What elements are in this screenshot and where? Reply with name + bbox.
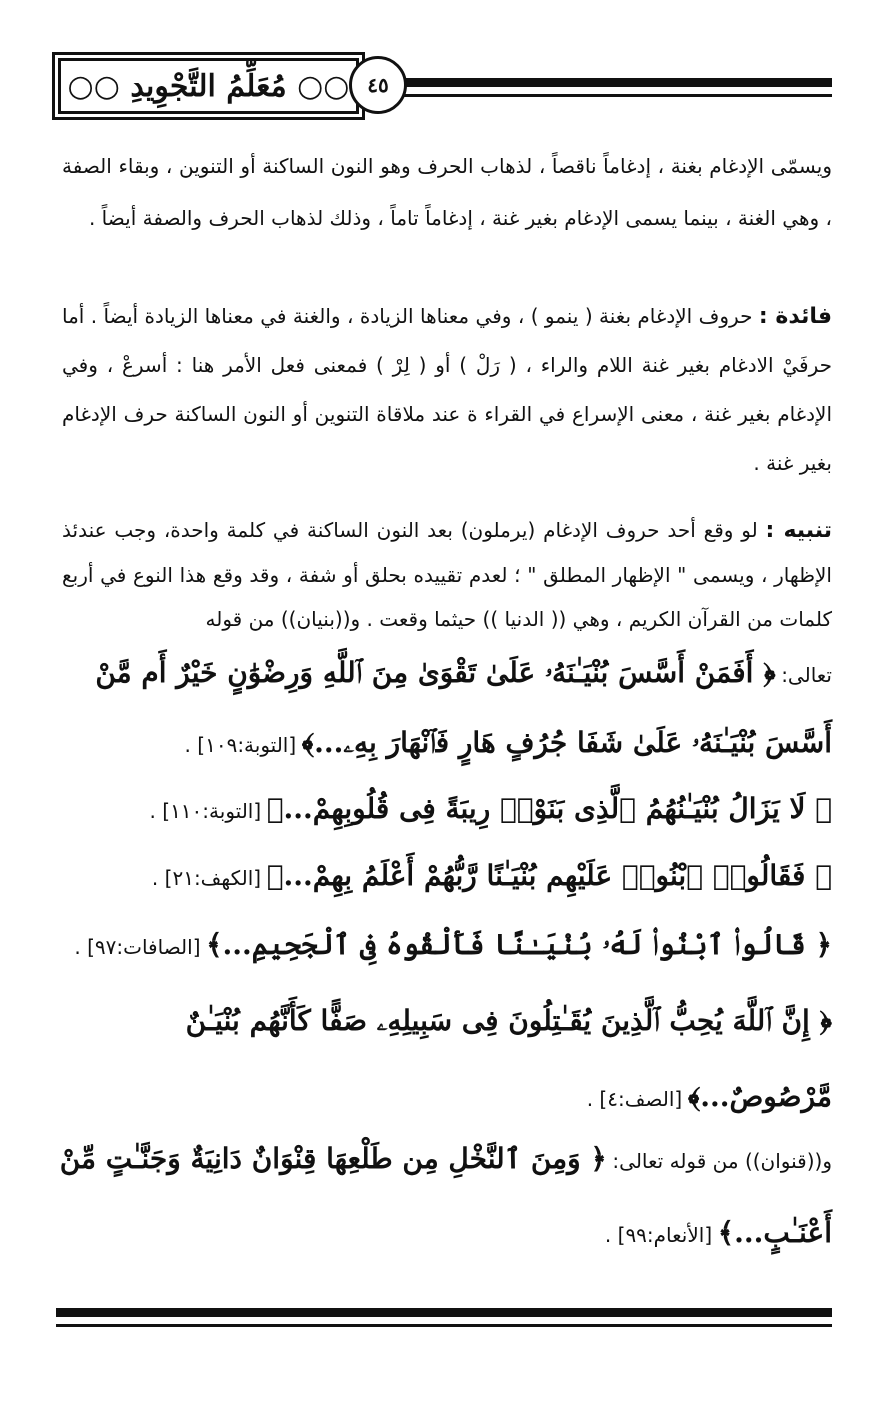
header-rule-thin <box>402 94 832 97</box>
book-title: ○○ مُعَلِّمُ التَّجْوِيدِ ○○ <box>67 68 350 104</box>
verse-text: ﴿ قَالُوا۟ ٱبْنُوا۟ لَهُۥ بُنْيَـٰنًا فَأَلْقُوهُ فِى ٱلْجَحِيمِ...﴾ <box>206 928 832 961</box>
faida-text: حروف الإدغام بغنة ( ينمو ) ، وفي معناها الزيادة ، والغنة في معناها الزيادة أيضاً . أما حرفَيْ الادغام بغير غنة اللام والراء ، ( رَلْ ) أو ( لِرْ ) فمعنى فعل الأمر هنا : أسرعْ ، وفي الإدغام بغير غنة ، معنى الإسراع في القراء ة عند ملاقاة التنوين أو النون الساكنة حرف الإدغام بغير غنة . <box>62 304 832 475</box>
page-number-circle <box>349 56 407 114</box>
faida-label: فائدة : <box>758 304 832 329</box>
verse-reference: [التوبة:١١٠] . <box>149 799 262 823</box>
quote-anam-99 <box>50 1124 832 1272</box>
page-number: ٤٥ <box>367 73 389 97</box>
tanbih-text: لو وقع أحد حروف الإدغام (يرملون) بعد النون الساكنة في كلمة واحدة، وجب عندئذ الإظهار ، ويسمى " الإظهار المطلق " ؛ لعدم تقييده بحلق أو شفة ، وقد وقع هذا النوع في أربع كلمات من القرآن الكريم ، وهي (( الدنيا )) حيثما وقعت . و((بنيان)) من قوله <box>62 518 832 631</box>
quote-tawba-109 <box>50 640 832 780</box>
page-header <box>52 52 832 124</box>
quote-kahf-21 <box>50 843 832 913</box>
footer-rule-thin <box>56 1324 832 1327</box>
quote-saffat-97 <box>50 912 832 982</box>
verse-text: ﴿ لَا يَزَالُ بُنْيَـٰنُهُمُ ٱلَّذِى بَنَوْا۟ رِيبَةً فِى قُلُوبِهِمْ...﴾ <box>266 792 832 825</box>
verse-reference: [التوبة:١٠٩] . <box>184 733 297 757</box>
verse-reference: [الأنعام:٩٩] . <box>604 1223 713 1247</box>
book-title-box <box>58 58 359 114</box>
verse-text: ﴿ إِنَّ ٱللَّهَ يُحِبُّ ٱلَّذِينَ يُقَـٰتِلُونَ فِى سَبِيلِهِۦ صَفًّا كَأَنَّهُم بُنْيَـٰنٌ مَّرْصُوصٌ...﴾ <box>185 1004 832 1113</box>
verse-text: ﴿ وَمِنَ ٱلنَّخْلِ مِن طَلْعِهَا قِنْوَانٌ دَانِيَةٌ وَجَنَّـٰتٍ مِّنْ أَعْنَـٰبٍ...﴾ <box>59 1142 832 1249</box>
verse-reference: [الصف:٤] . <box>586 1087 683 1111</box>
quote-intro: تعالى: <box>781 663 832 687</box>
verse-reference: [الكهف:٢١] . <box>151 866 262 890</box>
quote-tawba-110 <box>50 776 832 846</box>
header-rule-thick <box>402 78 832 87</box>
verse-text: ﴿ فَقَالُوا۟ ٱبْنُوا۟ عَلَيْهِم بُنْيَـٰنًا رَّبُّهُمْ أَعْلَمُ بِهِمْ...﴾ <box>266 859 832 892</box>
tanbih-label: تنبيه : <box>765 518 832 543</box>
paragraph-tanbih <box>62 508 832 641</box>
paragraph-1: ويسمّى الإدغام بغنة ، إدغاماً ناقصاً ، لذهاب الحرف وهو النون الساكنة أو التنوين ، وبقاء الصفة ، وهي الغنة ، بينما يسمى الإدغام بغير غنة ، إدغاماً تاماً ، وذلك لذهاب الحرف والصفة أيضاً . <box>62 154 832 230</box>
verse-reference: [الصافات:٩٧] . <box>74 935 201 959</box>
footer-rule-thick <box>56 1308 832 1317</box>
paragraph-faida <box>62 292 832 488</box>
quote-intro: و((قنوان)) من قوله تعالى: <box>612 1149 832 1173</box>
verse-text: ﴿ أَفَمَنْ أَسَّسَ بُنْيَـٰنَهُۥ عَلَىٰ تَقْوَىٰ مِنَ ٱللَّهِ وَرِضْوَٰنٍ خَيْرٌ أَم مَّنْ أَسَّسَ بُنْيَـٰنَهُۥ عَلَىٰ شَفَا جُرُفٍ هَارٍ فَٱنْهَارَ بِهِۦ...﴾ <box>95 656 832 759</box>
quote-saff-4 <box>50 985 832 1137</box>
